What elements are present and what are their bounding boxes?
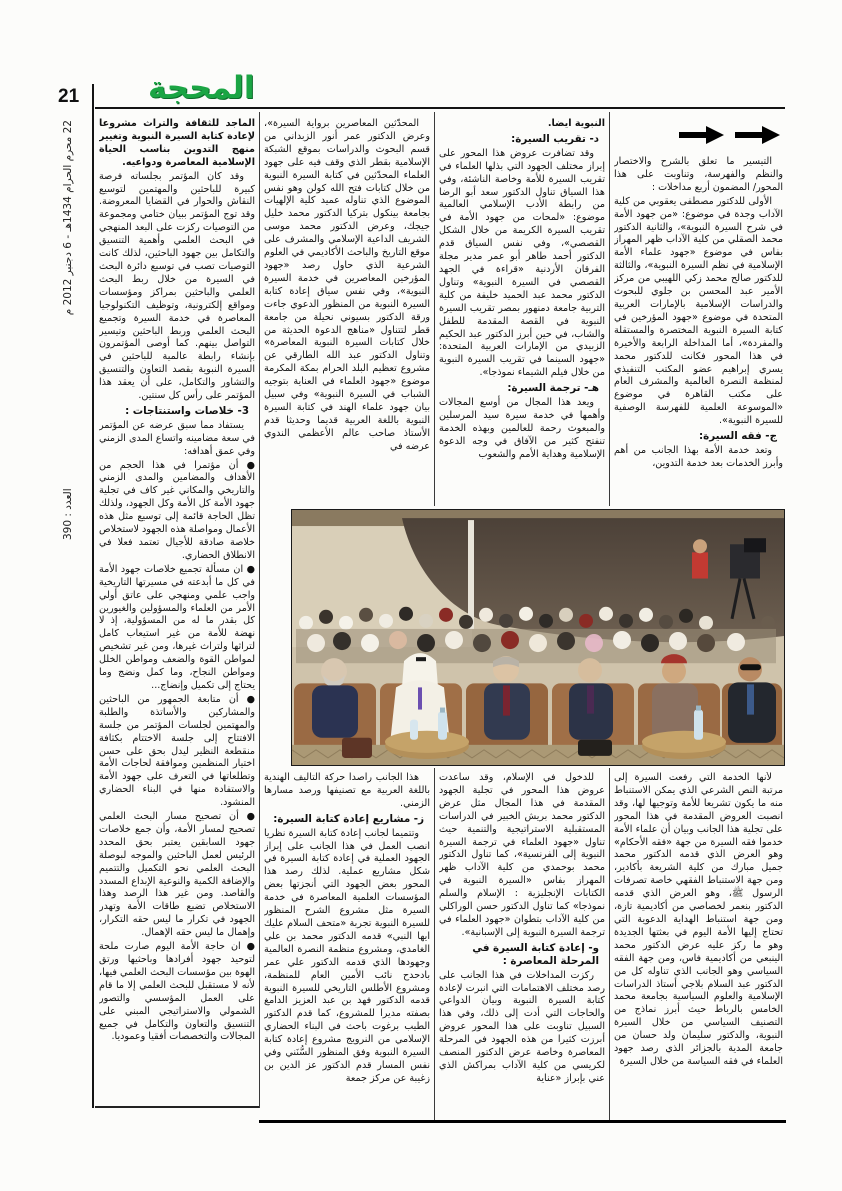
paragraph: الأولى للدكتور مصطفى يعقوبي من كلية الآداب وجدة في موضوع: «من جهود الأمة في شرح السيرة النبوية»، والثانية الدكتور محمد الصقلي من كلية الآداب ظهر المهراز بفاس في موضوع «جهود علماء الأمة الإسلامية في نظم السيرة النبوية»، والثالثة للدكتور صالح محمد زكي اللهيبي من مركز الأمير عبد المحسن بن جلوي للبحوث والدراسات الإسلامية بالإمارات العربية المتحدة في موضوع «جهود المؤرخين في كتابة السيرة النبوية المختصرة والمستقلة والمفردة»، أما المداخلة الرابعة والأخيرة في هذا المحور فكانت للدكتور محمد يسري إبراهيم عضو المكتب التنفيذي لمنظمة النصرة العالمية والمشرف العام على مكتب القاهرة في موضوع «الموسوعة العلمية للفهرسة الوصفية للسيرة النبوية». <box>614 195 783 427</box>
paragraph: وتتميما لجانب إعادة كتابة السيرة نظريا انصب العمل في هذا الجانب على إبراز الجهود العملية في إعادة كتابة السيرة في شكل مشاريع عملية. لذلك رصد هذا المحور بعض الجهود التي أنجزتها بعض المؤسسات العلمية المعاصرة في خدمة السيرة مثل مشروع الشرح المنظور للسيرة النبوية تجربة «متحف السلام عليك ايها النبي» قدمه الدكتور محمد بن علي الغامدي، ومشروع منظمة النصرة العالمية وجهودها الذي قدمه الدكتور علي عمر بادحدح نائب الأمين العام للمنظمة، ومشروع الأطلس التاريخي للسيرة النبوية قدمه الدكتور فهد بن عبد العزيز الدامغ بصفته مديرا للمشروع، كما قدم الدكتور الطيب برغوت باحث في البناء الحضاري الإسلامي من النرويج مشروع إعادة كتابة السيرة النبوية وفق المنظور السُّنَني وفي نفس المسار قدم الدكتور عز الدين بن زغيبة عن مركز جمعة <box>264 827 430 1084</box>
column-top-2 <box>439 118 605 506</box>
column-text <box>614 772 783 1069</box>
article-bottom-rule <box>259 1120 786 1123</box>
section-heading: و- إعادة كتابة السيرة في المرحلة المعاصرة : <box>472 941 599 967</box>
column-bottom-1 <box>614 772 783 1117</box>
left-column-bottom-rule <box>95 1106 259 1108</box>
paragraph: يستفاد مما سبق عرضه عن المؤتمر في سعة مضامينه واتساع المدى الزمني وفي عمق أهدافه: <box>99 419 255 457</box>
paragraph: ركزت المداخلات في هذا الجانب على رصد مختلف الاهتمامات التي انبرت لإعادة كتابة السيرة النبوية وبيان الدواعي والحاجات التي أدت إلى ذلك، وفي هذا السبيل تناوبت على هذا المحور عروض أبرزت كثيرا من هذه الجهود في المرحلة المعاصرة وخاصة عرض الدكتور المنصف لكريسي من كلية الآداب بمراكش الذي عني بإبراز «عناية <box>439 969 605 1084</box>
paragraph: لأنها الخدمة التي رفعت السيرة إلى مرتبة النص الشرعي الذي يمكن الاستنباط منه ما يكون تشريعا للأمة وتوجيها لها، وقد انصبت العروض المقدمة في هذا المحور على تجلية هذا الجانب وبيان أن علماء الأمة خدموا فقه السيرة من جهة «فقه الأحكام» وهو العرض الذي قدمه الدكتور محمد جميل مبارك من كلية الشريعة بأكادير، ومن جهة الاستنباط الفقهي خاصة تصرفات الرسول ﷺ، وهو العرض الذي قدمه الدكتور بنعمر لخصاصي من أكاديمية تازة، ومن جهة استنباط الهداية الدعوية التي تحتاج إليها الأمة اليوم في بعثتها الجديدة وهو ما ركز عليه عرض الدكتور محمد الينبعي من أكاديمية فاس، ومن جهة الفقه السياسي وهو الجانب الذي تناوله كل من الدكتور عبد السلام بلاجي أستاذ الدراسات الإسلامية والعلوم السياسية بجامعة محمد الخامس بالرباط حيث أبرز نماذج من التصنيف السياسي من خلال السيرة النبوية، والدكتور سليمان ولد حسان من جامعة المدية بالجزائر الذي رصد جهود العلماء في فقه السياسة من خلال السيرة <box>614 772 783 1067</box>
column-bottom-3 <box>264 772 430 1117</box>
section-heading: د- تقريب السيرة: <box>511 132 599 145</box>
page-number: 21 <box>58 86 80 107</box>
column-text <box>264 118 430 454</box>
column-top-1 <box>614 118 783 506</box>
column-separator <box>609 768 610 1120</box>
paragraph: وقد كان المؤتمر بجلساته فرصة كبيرة للباحثين والمهتمين لتوسيع النقاش والحوار في القضايا المعروضة. وقد توج المؤتمر ببيان ختامي ومجموعة من التوصيات ركزت على البعد المنهجي في البحث العلمي وأهمية التنسيق والتكامل بين جهود الباحثين، لذلك كانت التوصيات تصب في توسيع دائرة البحث في السيرة من خلال ربط البحث العلمي والباحثين بمراكز ومؤسسات ومواقع إلكترونية، وتوظيف التكنولوجيا المعاصرة في خدمة السيرة وتجميع البحث العلمي وربط الباحثين وتيسير التواصل بينهم. كما أوصى المؤتمرون بإنشاء رابطة عالمية للباحثين في السيرة النبوية بقصد التعاون والتنسيق والتشاور والتكامل، على أن يعقد هذا المؤتمر على رأس كل سنتين. <box>99 170 255 402</box>
header-rule <box>95 107 785 109</box>
column-separator <box>609 112 610 506</box>
column-text <box>264 772 430 1086</box>
paragraph: ● أن تصحيح مسار البحث العلمي تصحيح لمسار الأمة، وأن جمع خلاصات جهود السابقين يعتبر بحق المحدد الرئيس لعمل الباحثين والموجه لبوصلة البحث العلمي نحو التكميل والتتميم والإضافة الكمية والنوعية الإبداع المسدد والقاصد. ومن غير هذا الرصد وهذا الاستخلاص تضيع طاقات الأمة وتهدر الجهود في تكرار ما ليس حقه التكرار، وإهمال ما ليس حقه الإهمال. <box>99 811 255 939</box>
paragraph: ويعد هذا المجال من أوسع المجالات وأهمها في خدمة سيرة سيد المرسلين والمبعوث رحمة للعالمين وبهذه الخدمة تنفتح كثير من الآفاق في وجه الدعوة الإسلامية وهداية الأمم والشعوب <box>439 397 605 460</box>
paragraph: هذا الجانب راصدا حركة التآليف الهندية باللغة العربية مع تصنيفها ورصد مسارها الزمني. <box>264 772 430 809</box>
paragraph: ● ان حاجة الأمة اليوم صارت ملحة لتوحيد جهود أفرادها وباحثيها ورتق الهوة بين مؤسسات البحث العلمي فيها، لأنه لا مستقبل للبحث العلمي إلا ما قام على العمل المؤسسي والتصور الشمولي والاستراتيجي المبني على التنسيق والتعاون والتكامل في جميع المجالات والتخصصات أفقيا وعموديا. <box>99 941 255 1043</box>
paragraph: للدخول في الإسلام، وقد ساعدت عروض هذا المحور في تجلية الجهود المقدمة في هذا المجال مثل عرض الدكتور محمد بريش الخبير في الدراسات المستقبلية الاستراتيجية والتنمية حيث تناول «جهود العلماء في ترجمة السيرة النبوية إلى الفرنسية»، كما تناول الدكتور محمد بوحمدي من كلية الآداب ظهر المهراز بفاس «السيرة النبوية في الكتابات الإنجليزية : الإسلام والسلم نموذجا» كما تناول الدكتور حسن الوراكلي من كلية الآداب بتطوان «جهود العلماء في ترجمة السيرة النبوية إلى الإسبانية». <box>439 772 605 938</box>
column-separator <box>259 112 260 1108</box>
paragraph: وقد تضافرت عروض هذا المحور على إبراز مختلف الجهود التي بذلها العلماء في تقريب السيرة للأمة وخاصة الناشئة، وفي هذا السياق تناول الدكتور سعد أبو الرضا من رابطة الأدب الإسلامي العالمية موضوع: «لمحات من جهود الأمة في تقريب السيرة الكريمة من خلال الشكل القصصي»، وفي نفس السياق قدم الدكتور أحمد طاهر أبو عمر مدير مجلة الفرقان الأردنية «قراءة في الجهد القصصي في السيرة النبوية» وتناول الدكتور محمد عبد الحميد خليفة من كلية التربية جامعة دمنهور بمصر تقريب السيرة النبوية في القصة المقدمة للطفل والشاب، في حين أبرز الدكتور عبد الحكيم الزبيدي من الإمارات العربية المتحدة: «جهود السينما في تقريب السيرة النبوية من خلال فيلم الشيماء نموذجا». <box>439 147 605 379</box>
conference-photo-illustration <box>292 510 784 765</box>
paragraph: الماجد للثقافة والتراث مشروعا لإعادة كتابة السيرة النبوية وتغيير منهج التدوين بناسب الحياة الإسلامية المعاصرة ودواعيه. <box>99 118 255 168</box>
continuation-arrows-icon <box>614 124 781 146</box>
paragraph: ● أن متابعة الجمهور من الباحثين والمشاركين والأساتذة والطلبة والمهتمين لجلسات المؤتمر من جلسة الافتتاح إلى جلسة الاختتام بكثافة منقطعة النظير ليدل بحق على حسن اختيار المنظمين وموافقة لحاجات الأمة وتطلعاتها في التعرف على جهود الأمة والاستفادة منها في البناء الحضاري المنشود. <box>99 693 255 809</box>
column-text <box>614 156 783 471</box>
column-separator <box>434 768 435 1120</box>
column-text <box>439 772 605 1086</box>
column-text <box>439 118 605 462</box>
paragraph: ● أن مؤتمرا في هذا الحجم من الأهداف والمضامين والمدى الزمني والتاريخي والمكاني غير كاف في تجلية جهود الأمة كل الأمة وكل الجهود، ولذلك تظل الحاجة قائمة إلى توسيع مثل هذه الأعمال ومواصلة هذه الجهود لاستخلاص خلاصة صادقة للأجيال تعتمد فعلا في الانطلاق الحضاري. <box>99 459 255 561</box>
edition-date: 22 محرم الحرام 1434هـ - 6 دجنبر 2012 م <box>62 120 74 316</box>
column-separator <box>434 112 435 506</box>
section-heading: ج- فقه السيرة: <box>699 430 777 443</box>
left-vertical-rule <box>92 84 94 1108</box>
column-text <box>99 118 255 1044</box>
paragraph: وتعد خدمة الأمة بهذا الجانب من أهم وأبرز الخدمات بعد خدمة التدوين، <box>614 444 783 469</box>
section-heading: 3- خلاصات واستنتاجات : <box>125 404 249 417</box>
edition-issue: العدد : 390 <box>62 488 74 540</box>
column-top-3 <box>264 118 430 506</box>
paragraph: التيسير ما تعلق بالشرح والاختصار والنظم والفهرسة، وتناوبت على هذا المحور/ المضمون أربع مداخلات : <box>614 156 783 193</box>
paragraph: ● ان مسألة تجميع خلاصات جهود الأمة في كل ما أبدعته في مسيرتها التاريخية واجب علمي ومنهجي على عاتق أولي الأمر من العلماء والمسؤولين والغيورين كل بقدر ما له من المسؤولية، إذ لا نهضة للأمة من غير استيعاب كامل لتراثها ولتراث غيرها، ومن غير تشخيص لمواطن القوة والضعف ومواطن الخلل ومواطن النجاح، وما كمل ونضج وما يحتاج إلى تكميل وإنضاج... <box>99 563 255 691</box>
paragraph: النبوية ايضا. <box>547 118 605 129</box>
column-left <box>99 118 255 1106</box>
edition-strip <box>58 120 78 540</box>
conference-photo <box>291 509 785 766</box>
paragraph: المحدّثين المعاصرين برواية السيرة»، وعرض الدكتور عمر أنور الزبداني من قسم البحوث والدراسات بموقع الشبكة الإسلامية بقطر الذي وقف فيه على جهود العلماء المحدّثين في كتابة السيرة النبوية من خلال كتابات فتح الله كولن وهو نفس الموضوع الذي تناوله عميد كلية الإلهيات بجامعة بينكول بتركيا الدكتور محمد خليل جيجك، وعرض الدكتور محمد موسى الشريف الداعية الإسلامي والمشرف على موقع التاريخ والباحث الأكاديمي في العلوم الشرعية الذي حاول رصد «جهود المؤرخين المعاصرين في خدمة السيرة النبوية»، وفي نفس سياق إعادة كتابة السيرة النبوية من المنظور الدعوي جاءت ورقة الدكتور بسيوني نحيلة من جامعة قطر لتتناول «مناهج الدعوة الحديثة من خلال كتابات السيرة النبوية المعاصرة» وتناول الدكتور عبد الله الطارقي عن مشروع تعظيم البلد الحرام بمكة المكرمة موضوع «جهود العلماء في العناية بتوجيه الشباب في السيرة النبوية» وفي سبيل بيان جهود علماء الهند في كتابة السيرة النبوية باللغة العربية قديما وحديثا قدم الأستاذ صاحب عالم الأعظمي الندوي عرضه في <box>264 118 430 452</box>
masthead: المحجة <box>148 70 255 106</box>
column-bottom-2 <box>439 772 605 1117</box>
section-heading: ز- مشاريع إعادة كتابة السيرة: <box>273 812 424 825</box>
section-heading: هـ- ترجمة السيرة: <box>507 382 599 395</box>
